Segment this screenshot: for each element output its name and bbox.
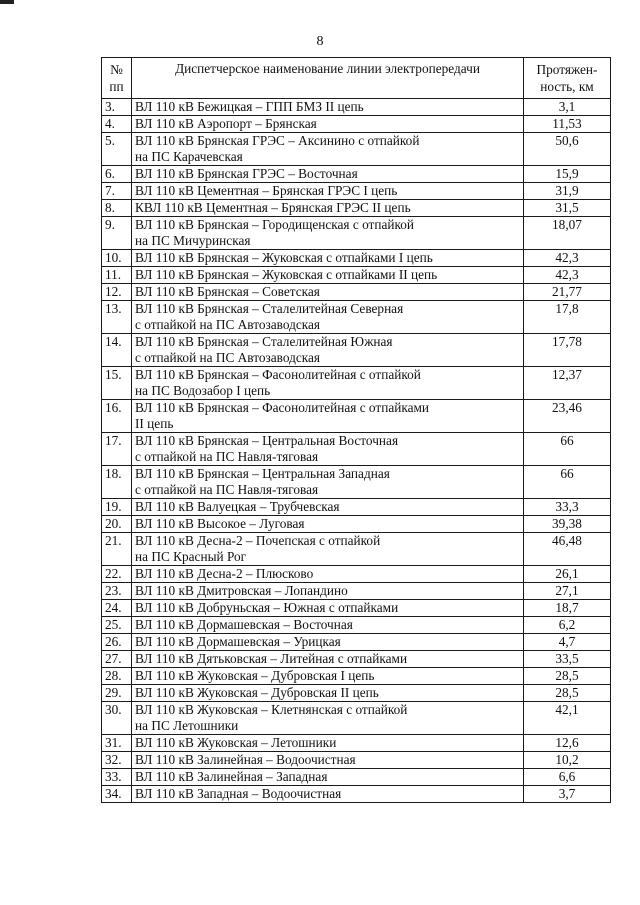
line-length: 33,3 [524, 499, 611, 516]
table-row [102, 702, 611, 735]
table-row [102, 301, 611, 334]
row-number: 31. [102, 735, 132, 752]
table-row [102, 600, 611, 617]
row-number: 15. [102, 367, 132, 400]
table-header-row [102, 58, 611, 99]
row-number: 11. [102, 267, 132, 284]
line-length: 18,7 [524, 600, 611, 617]
line-name: ВЛ 110 кВ Брянская – Жуковская с отпайками I цепь [132, 250, 524, 267]
line-length: 4,7 [524, 634, 611, 651]
line-name: ВЛ 110 кВ Жуковская – Летошники [132, 735, 524, 752]
line-length: 26,1 [524, 566, 611, 583]
table-row [102, 769, 611, 786]
line-name: ВЛ 110 кВ Дятьковская – Литейная с отпайками [132, 651, 524, 668]
line-length: 46,48 [524, 533, 611, 566]
header-line-name: Диспетчерское наименование линии электропередачи [132, 58, 524, 99]
table-row [102, 217, 611, 250]
row-number: 21. [102, 533, 132, 566]
line-name: ВЛ 110 кВ Дормашевская – Урицкая [132, 634, 524, 651]
row-number: 32. [102, 752, 132, 769]
header-number: № пп [102, 58, 132, 99]
row-number: 29. [102, 685, 132, 702]
row-number: 9. [102, 217, 132, 250]
table-row [102, 466, 611, 499]
table-row [102, 668, 611, 685]
table-row [102, 200, 611, 217]
row-number: 12. [102, 284, 132, 301]
line-length: 3,1 [524, 99, 611, 116]
line-name: ВЛ 110 кВ Брянская – Жуковская с отпайками II цепь [132, 267, 524, 284]
line-length: 3,7 [524, 786, 611, 803]
row-number: 4. [102, 116, 132, 133]
row-number: 13. [102, 301, 132, 334]
line-name: ВЛ 110 кВ Дмитровская – Лопандино [132, 583, 524, 600]
table-row [102, 116, 611, 133]
table-row [102, 752, 611, 769]
line-name: ВЛ 110 кВ Брянская – Городищенская с отпайкой на ПС Мичуринская [132, 217, 524, 250]
row-number: 23. [102, 583, 132, 600]
line-name: ВЛ 110 кВ Брянская – Советская [132, 284, 524, 301]
row-number: 18. [102, 466, 132, 499]
line-name: ВЛ 110 кВ Высокое – Луговая [132, 516, 524, 533]
table-row [102, 786, 611, 803]
line-name: ВЛ 110 кВ Брянская – Сталелитейная Северная с отпайкой на ПС Автозаводская [132, 301, 524, 334]
table-row [102, 566, 611, 583]
line-name: ВЛ 110 кВ Брянская ГРЭС – Восточная [132, 166, 524, 183]
line-name: ВЛ 110 кВ Десна-2 – Плюсково [132, 566, 524, 583]
table-row [102, 133, 611, 166]
page-number: 8 [316, 34, 324, 49]
line-length: 6,6 [524, 769, 611, 786]
table-row [102, 516, 611, 533]
line-length: 33,5 [524, 651, 611, 668]
row-number: 27. [102, 651, 132, 668]
line-length: 39,38 [524, 516, 611, 533]
table-row [102, 367, 611, 400]
table-row [102, 499, 611, 516]
line-length: 23,46 [524, 400, 611, 433]
line-name: ВЛ 110 кВ Брянская – Центральная Западная с отпайкой на ПС Навля-тяговая [132, 466, 524, 499]
line-name: ВЛ 110 кВ Брянская – Фасонолитейная с отпайкой на ПС Водозабор I цепь [132, 367, 524, 400]
line-length: 17,78 [524, 334, 611, 367]
line-name: ВЛ 110 кВ Брянская – Центральная Восточная с отпайкой на ПС Навля-тяговая [132, 433, 524, 466]
row-number: 30. [102, 702, 132, 735]
table-row [102, 166, 611, 183]
line-length: 21,77 [524, 284, 611, 301]
row-number: 8. [102, 200, 132, 217]
table-row [102, 634, 611, 651]
row-number: 3. [102, 99, 132, 116]
line-length: 18,07 [524, 217, 611, 250]
table-row [102, 735, 611, 752]
line-length: 12,6 [524, 735, 611, 752]
line-length: 15,9 [524, 166, 611, 183]
line-length: 12,37 [524, 367, 611, 400]
line-length: 42,3 [524, 250, 611, 267]
line-name: ВЛ 110 кВ Залинейная – Водоочистная [132, 752, 524, 769]
line-length: 42,3 [524, 267, 611, 284]
table-row [102, 583, 611, 600]
row-number: 20. [102, 516, 132, 533]
line-length: 6,2 [524, 617, 611, 634]
line-name: ВЛ 110 кВ Брянская – Сталелитейная Южная с отпайкой на ПС Автозаводская [132, 334, 524, 367]
power-lines-table [101, 57, 611, 803]
line-length: 31,5 [524, 200, 611, 217]
header-length: Протяжен- ность, км [524, 58, 611, 99]
row-number: 17. [102, 433, 132, 466]
table-row [102, 99, 611, 116]
line-length: 28,5 [524, 685, 611, 702]
scan-corner-mark [0, 0, 14, 4]
line-name: ВЛ 110 кВ Валуецкая – Трубчевская [132, 499, 524, 516]
line-name: ВЛ 110 кВ Десна-2 – Почепская с отпайкой на ПС Красный Рог [132, 533, 524, 566]
row-number: 34. [102, 786, 132, 803]
table-row [102, 651, 611, 668]
line-name: ВЛ 110 кВ Аэропорт – Брянская [132, 116, 524, 133]
row-number: 22. [102, 566, 132, 583]
row-number: 6. [102, 166, 132, 183]
row-number: 10. [102, 250, 132, 267]
line-name: ВЛ 110 кВ Жуковская – Дубровская I цепь [132, 668, 524, 685]
row-number: 16. [102, 400, 132, 433]
line-length: 42,1 [524, 702, 611, 735]
line-length: 50,6 [524, 133, 611, 166]
line-length: 17,8 [524, 301, 611, 334]
row-number: 5. [102, 133, 132, 166]
table-row [102, 533, 611, 566]
line-name: ВЛ 110 кВ Брянская – Фасонолитейная с отпайками II цепь [132, 400, 524, 433]
line-length: 10,2 [524, 752, 611, 769]
line-name: ВЛ 110 кВ Дормашевская – Восточная [132, 617, 524, 634]
line-length: 66 [524, 466, 611, 499]
row-number: 25. [102, 617, 132, 634]
row-number: 7. [102, 183, 132, 200]
line-name: ВЛ 110 кВ Добруньская – Южная с отпайками [132, 600, 524, 617]
line-name: ВЛ 110 кВ Западная – Водоочистная [132, 786, 524, 803]
table-row [102, 183, 611, 200]
line-name: ВЛ 110 кВ Жуковская – Дубровская II цепь [132, 685, 524, 702]
line-name: ВЛ 110 кВ Жуковская – Клетнянская с отпайкой на ПС Летошники [132, 702, 524, 735]
line-length: 31,9 [524, 183, 611, 200]
table-row [102, 400, 611, 433]
table-row [102, 334, 611, 367]
row-number: 19. [102, 499, 132, 516]
table-row [102, 250, 611, 267]
line-name: ВЛ 110 кВ Брянская ГРЭС – Аксинино с отпайкой на ПС Карачевская [132, 133, 524, 166]
line-length: 28,5 [524, 668, 611, 685]
line-name: ВЛ 110 кВ Бежицкая – ГПП БМЗ II цепь [132, 99, 524, 116]
row-number: 14. [102, 334, 132, 367]
row-number: 33. [102, 769, 132, 786]
line-length: 66 [524, 433, 611, 466]
table-row [102, 267, 611, 284]
table-row [102, 433, 611, 466]
row-number: 24. [102, 600, 132, 617]
table-row [102, 284, 611, 301]
line-length: 27,1 [524, 583, 611, 600]
line-name: КВЛ 110 кВ Цементная – Брянская ГРЭС II цепь [132, 200, 524, 217]
table-row [102, 617, 611, 634]
table-row [102, 685, 611, 702]
line-length: 11,53 [524, 116, 611, 133]
row-number: 26. [102, 634, 132, 651]
line-name: ВЛ 110 кВ Залинейная – Западная [132, 769, 524, 786]
row-number: 28. [102, 668, 132, 685]
line-name: ВЛ 110 кВ Цементная – Брянская ГРЭС I цепь [132, 183, 524, 200]
table-body [102, 99, 611, 803]
